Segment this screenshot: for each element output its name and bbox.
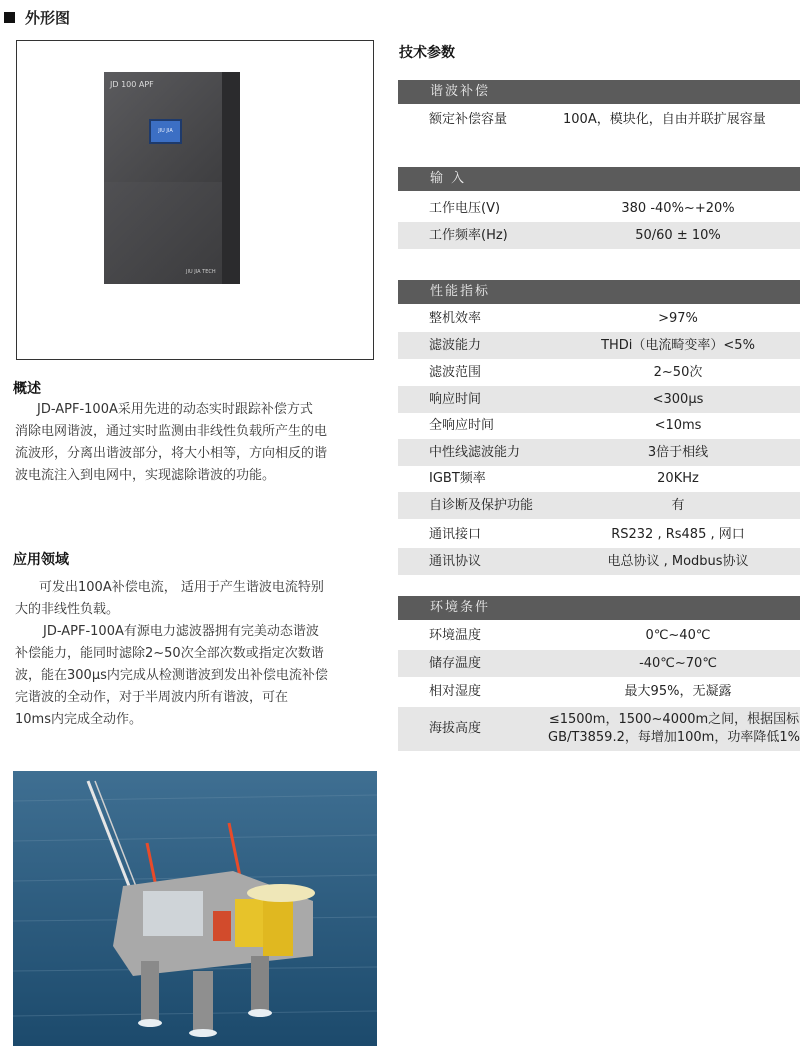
param-value: 有 — [671, 498, 685, 513]
cabinet-model-label: JD 100 APF — [110, 80, 154, 89]
overview-line: 流波形，分离出谐波部分，将大小相等，方向相反的谐 — [15, 446, 328, 461]
param-value-line: GB/T3859.2，每增加100m，功率降低1% — [548, 730, 800, 745]
param-label: 自诊断及保护功能 — [429, 498, 534, 513]
param-value: 2~50次 — [653, 365, 703, 380]
param-row — [398, 222, 800, 249]
param-label: 相对湿度 — [429, 684, 482, 699]
application-line: 完谐波的全动作，对于半周波内所有谐波，可在 — [15, 690, 289, 705]
param-row — [398, 622, 800, 649]
param-label: 工作电压(V) — [429, 201, 501, 216]
param-row — [398, 465, 800, 492]
param-row — [398, 707, 800, 751]
param-label: 中性线滤波能力 — [429, 445, 521, 460]
param-value: 最大95%，无凝露 — [624, 684, 732, 699]
param-value: RS232 , Rs485 , 网口 — [611, 527, 745, 542]
param-value: <300μs — [652, 392, 704, 407]
param-value-line: ≤1500m，1500~4000m之间，根据国标 — [548, 712, 800, 727]
application-line: 10ms内完成全动作。 — [15, 712, 142, 727]
param-value: 50/60 ± 10% — [635, 228, 721, 243]
apf-cabinet-image — [104, 72, 240, 284]
param-label: 环境温度 — [429, 628, 482, 643]
param-value: THDi（电流畸变率）<5% — [601, 338, 755, 353]
group-band-environment: 环境条件 — [398, 596, 800, 620]
param-row — [398, 492, 800, 519]
offshore-platform-photo — [13, 771, 377, 1046]
appearance-heading-text: 外形图 — [25, 9, 71, 27]
group-band-harmonic: 谐波补偿 — [398, 80, 800, 104]
param-label: 通讯接口 — [429, 527, 482, 542]
param-label: 全响应时间 — [429, 418, 495, 433]
cabinet-screen: JIU JIA — [149, 119, 182, 144]
overview-line: 消除电网谐波，通过实时监测由非线性负载所产生的电 — [15, 424, 328, 439]
param-label: 滤波范围 — [429, 365, 482, 380]
param-value: 3倍于相线 — [647, 445, 709, 460]
application-heading: 应用领域 — [13, 552, 69, 568]
param-row — [398, 521, 800, 548]
param-value: 100A，模块化，自由并联扩展容量 — [563, 112, 766, 127]
param-row — [398, 359, 800, 386]
overview-line: JD-APF-100A采用先进的动态实时跟踪补偿方式 — [37, 402, 313, 417]
square-bullet-icon — [4, 12, 15, 23]
application-line: 波，能在300μs内完成从检测谐波到发出补偿电流补偿 — [15, 668, 328, 683]
application-line: 可发出100A补偿电流， 适用于产生谐波电流特别 — [39, 580, 324, 595]
param-value: 380 -40%~+20% — [621, 201, 735, 216]
param-value: -40℃~70℃ — [639, 656, 717, 671]
overview-heading: 概述 — [13, 381, 41, 397]
param-label: IGBT频率 — [429, 471, 486, 486]
param-row — [398, 650, 800, 677]
application-line: 大的非线性负载。 — [15, 602, 120, 617]
param-label: 滤波能力 — [429, 338, 482, 353]
param-row — [398, 412, 800, 439]
param-label: 工作频率(Hz) — [429, 228, 508, 243]
param-value: 0℃~40℃ — [645, 628, 711, 643]
overview-paragraph — [15, 399, 375, 487]
params-title: 技术参数 — [399, 45, 455, 61]
param-row — [398, 439, 800, 466]
param-row — [398, 548, 800, 575]
param-label: 通讯协议 — [429, 554, 482, 569]
application-line: JD-APF-100A有源电力滤波器拥有完美动态谐波 — [43, 624, 319, 639]
param-value — [548, 711, 800, 747]
param-row — [398, 332, 800, 359]
param-row — [398, 195, 800, 222]
application-paragraph — [15, 577, 375, 731]
appearance-heading — [4, 7, 70, 28]
param-label: 海拔高度 — [429, 721, 482, 736]
application-line: 补偿能力，能同时滤除2~50次全部次数或指定次数谐 — [15, 646, 324, 661]
group-band-performance: 性能指标 — [398, 280, 800, 304]
param-value: 电总协议 , Modbus协议 — [607, 554, 749, 569]
group-band-input: 输 入 — [398, 167, 800, 191]
param-value: <10ms — [654, 418, 702, 433]
param-row — [398, 305, 800, 332]
param-row — [398, 386, 800, 413]
cabinet-maker-label: JIU JIA TECH — [186, 269, 216, 275]
param-label: 响应时间 — [429, 392, 482, 407]
param-row — [398, 106, 800, 133]
overview-line: 波电流注入到电网中，实现滤除谐波的功能。 — [15, 468, 276, 483]
param-label: 额定补偿容量 — [429, 112, 508, 127]
product-image-frame — [16, 40, 374, 360]
param-value: >97% — [658, 311, 698, 326]
param-row — [398, 678, 800, 705]
param-label: 整机效率 — [429, 311, 482, 326]
param-label: 储存温度 — [429, 656, 482, 671]
param-value: 20KHz — [657, 471, 699, 486]
